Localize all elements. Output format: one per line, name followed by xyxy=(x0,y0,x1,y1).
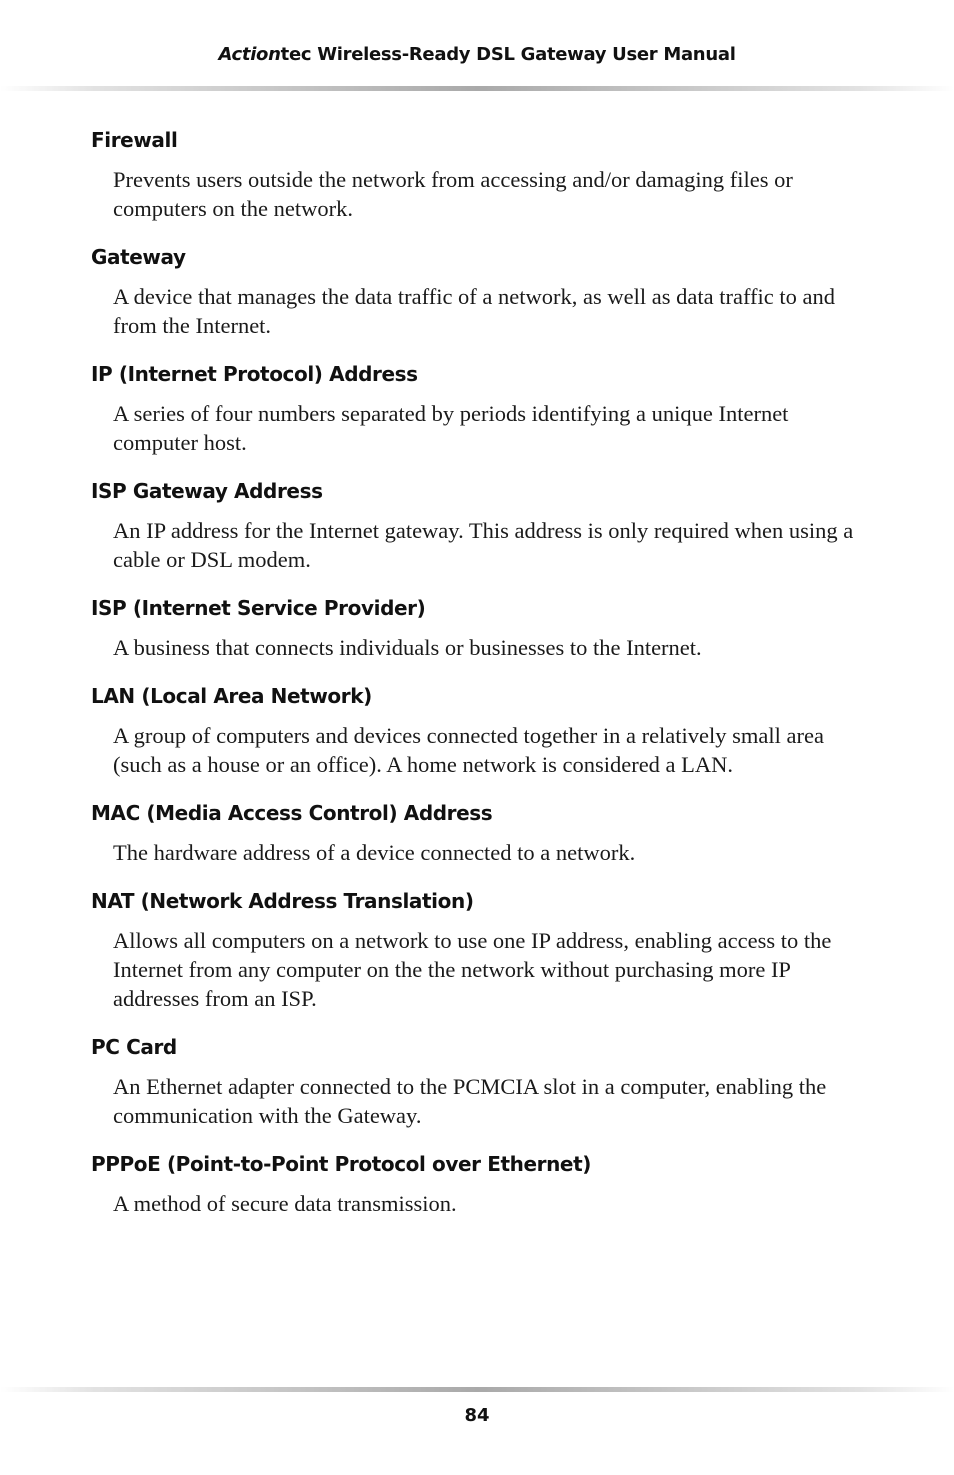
page-header xyxy=(0,44,954,65)
glossary-definition: A series of four numbers separated by periods identifying a unique Internet computer host. xyxy=(113,401,789,455)
glossary-term: Firewall xyxy=(91,128,178,152)
header-title: tec Wireless-Ready DSL Gateway User Manual xyxy=(280,44,736,65)
glossary-entry-firewall xyxy=(91,126,881,223)
glossary-term: PC Card xyxy=(91,1035,177,1059)
glossary-definition: An IP address for the Internet gateway. This address is only required when using a cable or DSL modem. xyxy=(113,518,854,572)
glossary-definition: A device that manages the data traffic of a network, as well as data traffic to and from the Internet. xyxy=(113,284,835,338)
glossary-entry-nat xyxy=(91,887,881,1013)
glossary-entry-gateway xyxy=(91,243,881,340)
glossary-term: IP (Internet Protocol) Address xyxy=(91,362,418,386)
glossary-term: ISP Gateway Address xyxy=(91,479,323,503)
glossary-entry-mac-address xyxy=(91,799,881,867)
glossary-definition: Allows all computers on a network to use one IP address, enabling access to the Internet from any computer on the the network without purchasing more IP addresses from an ISP. xyxy=(113,928,832,1011)
glossary-entry-lan xyxy=(91,682,881,779)
glossary-definition: A group of computers and devices connected together in a relatively small area (such as a house or an office). A home network is considered a LAN. xyxy=(113,723,824,777)
glossary-definition: Prevents users outside the network from accessing and/or damaging files or computers on the network. xyxy=(113,167,793,221)
glossary-term: LAN (Local Area Network) xyxy=(91,684,372,708)
header-divider xyxy=(0,86,954,91)
glossary-term: Gateway xyxy=(91,245,186,269)
glossary-definition: A business that connects individuals or businesses to the Internet. xyxy=(113,635,702,660)
brand-italic-text: Action xyxy=(218,44,281,65)
glossary-entry-isp-gateway-address xyxy=(91,477,881,574)
glossary-list xyxy=(91,126,881,1238)
glossary-entry-pppoe xyxy=(91,1150,881,1218)
footer-divider xyxy=(0,1387,954,1392)
glossary-term: MAC (Media Access Control) Address xyxy=(91,801,493,825)
glossary-term: NAT (Network Address Translation) xyxy=(91,889,474,913)
glossary-term: PPPoE (Point-to-Point Protocol over Ethernet) xyxy=(91,1152,591,1176)
glossary-entry-ip-address xyxy=(91,360,881,457)
glossary-entry-isp xyxy=(91,594,881,662)
glossary-definition: A method of secure data transmission. xyxy=(113,1191,457,1216)
glossary-term: ISP (Internet Service Provider) xyxy=(91,596,426,620)
page-number: 84 xyxy=(464,1405,490,1426)
glossary-definition: An Ethernet adapter connected to the PCMCIA slot in a computer, enabling the communication with the Gateway. xyxy=(113,1074,827,1128)
glossary-entry-pc-card xyxy=(91,1033,881,1130)
glossary-definition: The hardware address of a device connected to a network. xyxy=(113,840,636,865)
